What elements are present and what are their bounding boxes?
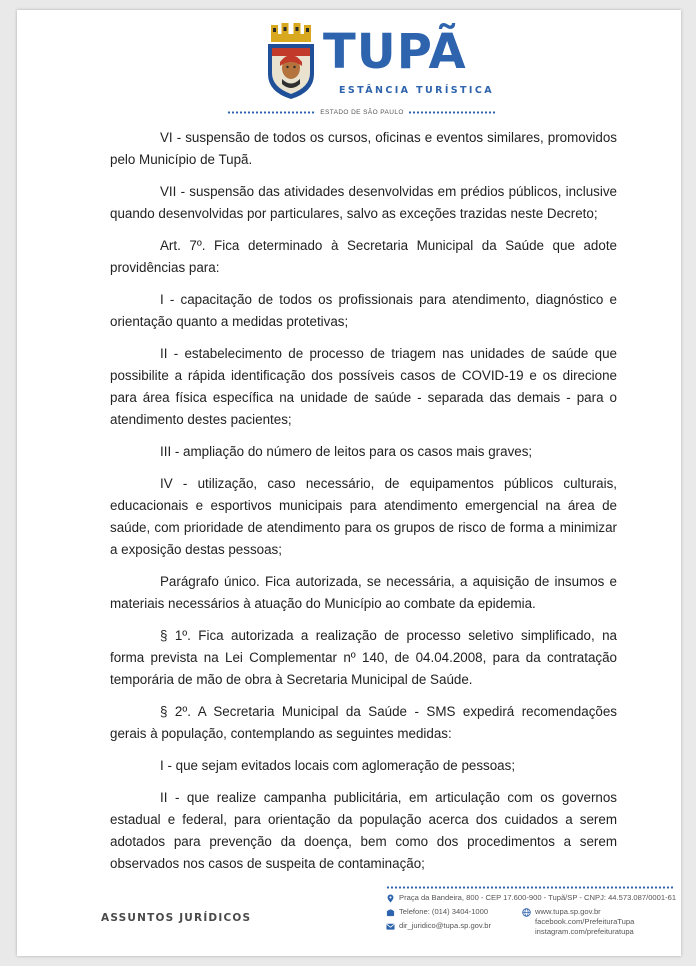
phone-icon bbox=[386, 908, 395, 917]
paragraph-item-i: I - capacitação de todos os profissionais para atendimento, diagnóstico e orientação quanto a medidas protetivas; bbox=[110, 292, 617, 329]
paragraph-item-iv: IV - utilização, caso necessário, de equipamentos públicos culturais, educacionais e esportivos municipais para atendimento emergencial na área de saúde, com prioridade de atendimento para os grupos de risco de forma a minimizar a exposição destas pessoas; bbox=[110, 476, 617, 557]
brand-name: TUPÃ bbox=[323, 24, 467, 80]
document-page bbox=[17, 10, 681, 956]
paragraph-single: Parágrafo único. Fica autorizada, se necessária, a aquisição de insumos e materiais necessários à atuação do Município ao combate da epidemia. bbox=[110, 574, 617, 611]
document-body bbox=[110, 127, 617, 885]
paragraph-section-1: § 1º. Fica autorizada a realização de processo seletivo simplificado, na forma prevista na Lei Complementar nº 140, de 04.04.2008, para da contratação temporária de mão de obra à Secretaria Municipal de Saúde. bbox=[110, 628, 617, 687]
instagram-link[interactable]: instagram.com/prefeituratupa bbox=[535, 927, 634, 936]
state-label: ESTADO DE SÃO PAULO bbox=[320, 108, 404, 116]
paragraph-measure-i: I - que sejam evitados locais com aglomeração de pessoas; bbox=[160, 758, 516, 773]
phone-text: Telefone: (014) 3404-1000 bbox=[399, 907, 489, 916]
email-line bbox=[386, 921, 491, 931]
globe-icon bbox=[522, 908, 531, 917]
email-link[interactable]: dir_juridico@tupa.sp.gov.br bbox=[399, 921, 491, 930]
paragraph-item-vi: VI - suspensão de todos os cursos, oficinas e eventos similares, promovidos pelo Município de Tupã. bbox=[110, 130, 617, 167]
brand-subtitle: ESTÂNCIA TURÍSTICA bbox=[339, 85, 494, 96]
facebook-line bbox=[535, 917, 634, 927]
letterhead bbox=[17, 10, 681, 120]
dotted-rule bbox=[227, 111, 316, 114]
dotted-rule bbox=[408, 111, 497, 114]
footer-dotted-rule bbox=[386, 886, 674, 889]
paragraph-item-iii: III - ampliação do número de leitos para os casos mais graves; bbox=[160, 444, 533, 459]
instagram-line bbox=[535, 927, 634, 937]
website-link[interactable]: www.tupa.sp.gov.br bbox=[535, 907, 601, 916]
phone-line bbox=[386, 907, 488, 917]
location-pin-icon bbox=[386, 894, 395, 903]
address-line bbox=[386, 893, 676, 903]
paragraph-art-7: Art. 7º. Fica determinado à Secretaria Municipal da Saúde que adote providências para: bbox=[110, 238, 617, 275]
website-line bbox=[522, 907, 601, 917]
paragraph-item-ii: II - estabelecimento de processo de triagem nas unidades de saúde que possibilite a rápida identificação dos possíveis casos de COVID-19 e os direcione para área física específica na unidade de saúde - separada das demais - para o atendimento destes pacientes; bbox=[110, 346, 617, 427]
paragraph-item-vii: VII - suspensão das atividades desenvolvidas em prédios públicos, inclusive quando desenvolvidas por particulares, salvo as exceções trazidas neste Decreto; bbox=[110, 184, 617, 221]
paragraph-measure-ii: II - que realize campanha publicitária, em articulação com os governos estadual e federal, para orientação da população acerca dos cuidados a serem adotados para prevenção da doença, bem como dos procedimentos a serem observados nos casos de suspeita de contaminação; bbox=[110, 790, 617, 871]
address-text: Praça da Bandeira, 800 - CEP 17.600-900 - Tupã/SP - CNPJ: 44.573.087/0001-61 bbox=[399, 893, 677, 902]
state-divider bbox=[227, 107, 497, 117]
paragraph-section-2: § 2º. A Secretaria Municipal da Saúde - SMS expedirá recomendações gerais à população, contemplando as seguintes medidas: bbox=[110, 704, 617, 741]
crest-logo bbox=[265, 22, 317, 100]
department-label: ASSUNTOS JURÍDICOS bbox=[101, 912, 252, 924]
facebook-link[interactable]: facebook.com/PrefeituraTupa bbox=[535, 917, 635, 926]
email-icon bbox=[386, 922, 395, 931]
